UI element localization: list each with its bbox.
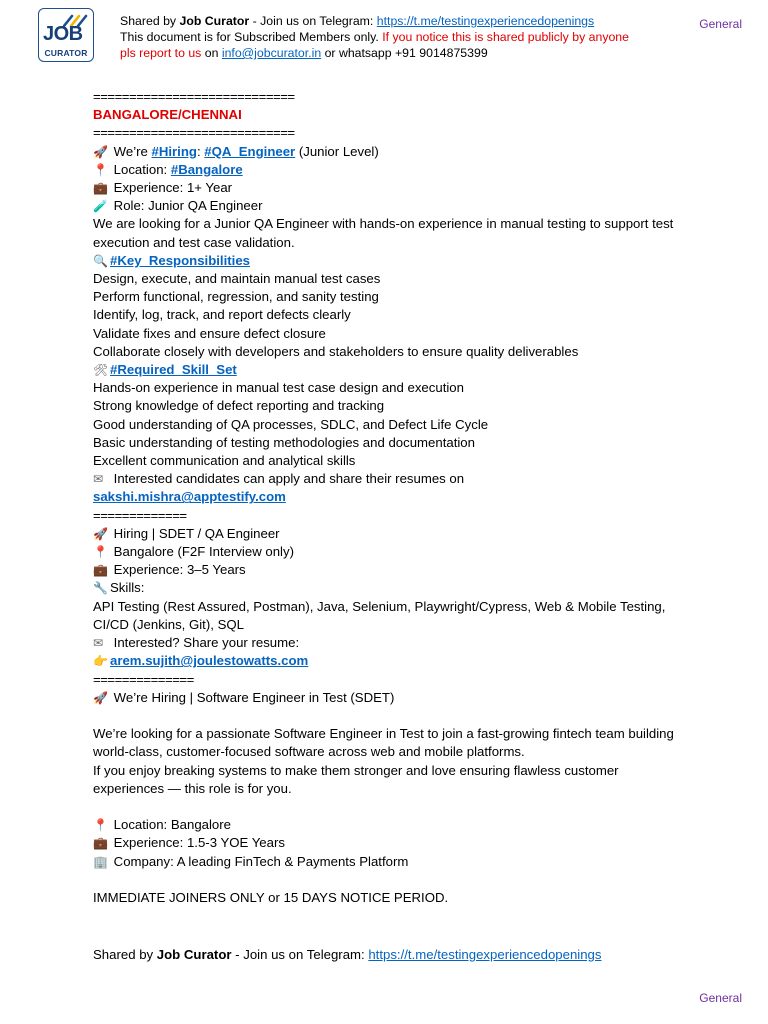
hashtag-hiring[interactable]: #Hiring: [151, 143, 197, 159]
experience-line: [93, 834, 693, 852]
telegram-link[interactable]: https://t.me/testingexperiencedopenings: [376, 14, 595, 28]
rocket-icon: 🚀: [93, 526, 108, 541]
location-line: [93, 543, 693, 561]
spacer: [93, 798, 693, 816]
classification-label-top: General: [699, 17, 742, 31]
classification-label-bottom: General: [699, 991, 742, 1005]
list-item: Basic understanding of testing methodologies and documentation: [93, 434, 475, 450]
separator: ============================: [93, 125, 295, 141]
location-line: [93, 816, 693, 834]
experience-line: [93, 179, 693, 197]
responsibilities-heading: [93, 252, 693, 270]
company-line: [93, 853, 693, 871]
hiring-prefix: We’re: [110, 143, 152, 159]
logo-text-curator: CURATOR: [44, 48, 88, 58]
location-pin-icon: 📍: [93, 818, 108, 833]
hiring-line: [93, 525, 693, 543]
apply-text: Interested candidates can apply and share their resumes on: [110, 471, 465, 487]
role-line: [93, 197, 693, 215]
info-email-link[interactable]: info@jobcurator.in: [221, 46, 322, 60]
role-text: Role: Junior QA Engineer: [110, 198, 263, 214]
list-item: Strong knowledge of defect reporting and tracking: [93, 398, 385, 414]
wrench-icon: 🔧: [93, 581, 108, 596]
briefcase-icon: 💼: [93, 181, 108, 196]
list-item: Validate fixes and ensure defect closure: [93, 325, 326, 341]
document-body: [93, 88, 693, 907]
header-mid: - Join us on Telegram:: [249, 14, 377, 28]
location-text: Bangalore (F2F Interview only): [110, 544, 294, 560]
header-report: pls report to us: [120, 46, 202, 60]
footer-prefix: Shared by: [93, 947, 157, 962]
experience-text: Experience: 1.5-3 YOE Years: [110, 835, 285, 851]
header-line-3: [120, 45, 660, 61]
rocket-icon: 🚀: [93, 690, 108, 705]
tools-icon: 🛠: [93, 363, 109, 378]
skills-paragraph: API Testing (Rest Assured, Postman), Java, Selenium, Playwright/Cypress, Web & Mobile Testing, CI/CD (Jenkins, Git), SQL: [93, 598, 666, 632]
briefcase-icon: 💼: [93, 836, 108, 851]
spacer: [93, 707, 693, 725]
footer-mid: - Join us on Telegram:: [231, 947, 369, 962]
header-brand: Job Curator: [179, 14, 250, 28]
list-item: Hands-on experience in manual test case design and execution: [93, 380, 464, 396]
list-item: Perform functional, regression, and sanity testing: [93, 289, 379, 305]
interested-line: [93, 634, 693, 652]
sakshi-email-link[interactable]: sakshi.mishra@apptestify.com: [93, 489, 286, 505]
header-warning: If you notice this is shared publicly by anyone: [382, 30, 629, 44]
resume-email-line: [93, 652, 693, 670]
header-prefix: Shared by: [120, 14, 180, 28]
header-line-2: [120, 29, 660, 45]
separator: ============================: [93, 89, 295, 104]
description-paragraph: If you enjoy breaking systems to make them stronger and love ensuring flawless customer experiences — this role is for you.: [93, 762, 619, 796]
experience-text: Experience: 1+ Year: [110, 180, 233, 196]
logo-text-job: JOB: [43, 23, 83, 45]
separator: ==============: [93, 671, 194, 687]
page-header: [120, 13, 660, 61]
hashtag-required-skill-set[interactable]: #Required_Skill_Set: [110, 362, 237, 378]
apply-line: [93, 470, 693, 488]
company-text: Company: A leading FinTech & Payments Platform: [110, 853, 409, 869]
hashtag-bangalore[interactable]: #Bangalore: [170, 161, 243, 177]
location-line: [93, 161, 693, 179]
skills-heading: [93, 361, 693, 379]
list-item: Design, execute, and maintain manual test cases: [93, 271, 381, 287]
hiring-level: (Junior Level): [295, 143, 379, 159]
page-footer: [93, 946, 601, 964]
location-pin-icon: 📍: [93, 545, 108, 560]
header-line-1: [120, 13, 660, 29]
footer-telegram-link[interactable]: https://t.me/testingexperiencedopenings: [368, 947, 602, 962]
interested-text: Interested? Share your resume:: [110, 635, 300, 651]
hiring-colon: :: [196, 143, 205, 159]
footer-brand: Job Curator: [156, 947, 232, 962]
skills-label: Skills:: [110, 580, 145, 596]
city-heading: BANGALORE/CHENNAI: [93, 107, 242, 123]
list-item: Collaborate closely with developers and stakeholders to ensure quality deliverables: [93, 343, 579, 359]
hiring-line: [93, 143, 693, 161]
separator: =============: [93, 507, 187, 523]
experience-text: Experience: 3–5 Years: [110, 562, 246, 578]
experience-line: [93, 561, 693, 579]
list-item: Identify, log, track, and report defects clearly: [93, 307, 351, 323]
hiring-line: [93, 689, 693, 707]
hiring-text: We’re Hiring | Software Engineer in Test (SDET): [110, 689, 395, 705]
test-tube-icon: 🧪: [93, 199, 108, 214]
job-curator-logo: [38, 8, 94, 62]
briefcase-icon: 💼: [93, 563, 108, 578]
location-prefix: Location:: [110, 161, 171, 177]
rocket-icon: 🚀: [93, 144, 108, 159]
notice-line: IMMEDIATE JOINERS ONLY or 15 DAYS NOTICE PERIOD.: [93, 889, 449, 905]
hashtag-key-responsibilities[interactable]: #Key_Responsibilities: [110, 252, 250, 268]
apply-email-line: [93, 488, 693, 506]
pointing-hand-icon: 👉: [93, 654, 108, 669]
list-item: Good understanding of QA processes, SDLC, and Defect Life Cycle: [93, 416, 489, 432]
office-building-icon: 🏢: [93, 854, 108, 869]
header-notice: This document is for Subscribed Members only.: [120, 30, 383, 44]
header-whatsapp: or whatsapp +91 9014875399: [321, 46, 488, 60]
location-pin-icon: 📍: [93, 162, 108, 177]
magnifier-icon: 🔍: [93, 253, 108, 268]
list-item: Excellent communication and analytical skills: [93, 453, 356, 469]
skills-label-line: [93, 579, 693, 597]
location-text: Location: Bangalore: [110, 817, 231, 833]
envelope-icon: ✉: [93, 636, 104, 651]
hashtag-qa-engineer[interactable]: #QA_Engineer: [204, 143, 296, 159]
arem-email-link[interactable]: arem.sujith@joulestowatts.com: [110, 653, 309, 669]
header-on: on: [201, 46, 222, 60]
intro-paragraph: We are looking for a Junior QA Engineer with hands-on experience in manual testing to support test execution and test case validation.: [93, 216, 674, 250]
envelope-icon: ✉: [93, 472, 104, 487]
hiring-text: Hiring | SDET / QA Engineer: [110, 525, 280, 541]
description-paragraph: We’re looking for a passionate Software Engineer in Test to join a fast-growing fintech team building world-class, customer-focused software across web and mobile platforms.: [93, 726, 674, 760]
spacer: [93, 871, 693, 889]
